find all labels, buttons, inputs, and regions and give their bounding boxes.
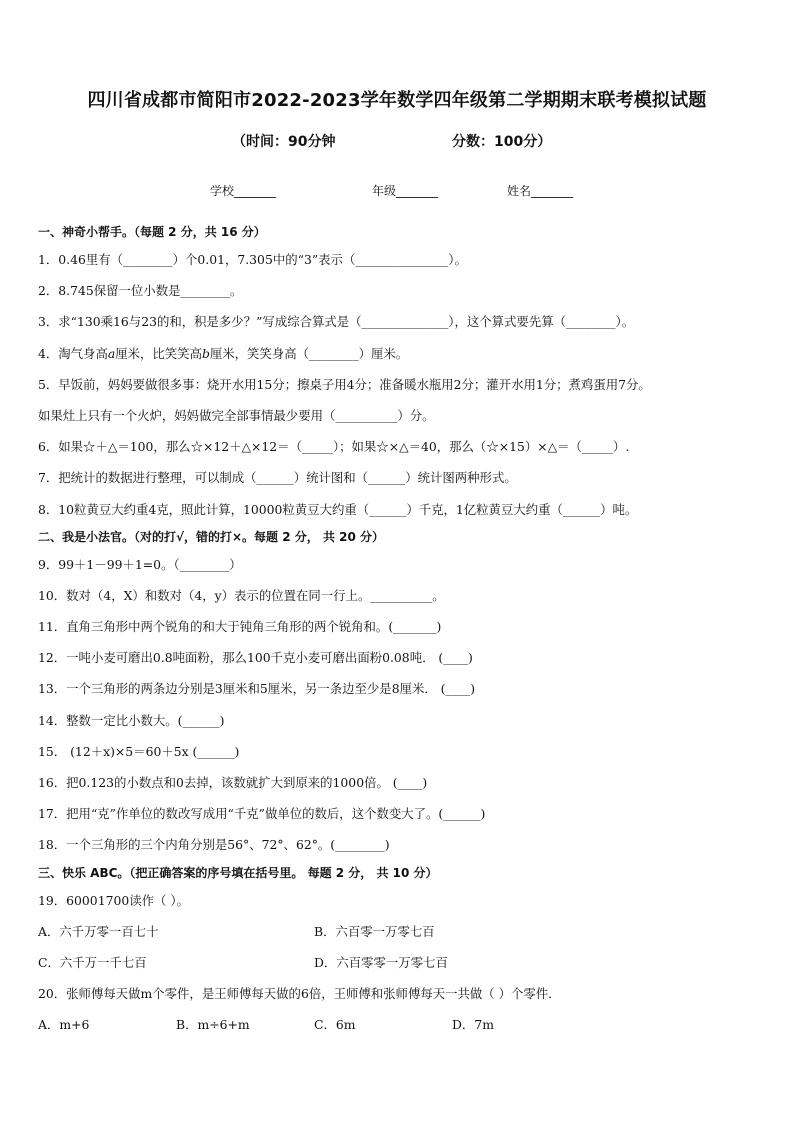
- question-1: 1．0.46里有（________）个0.01，7.305中的“3”表示（_______________）。: [38, 252, 467, 267]
- question-19-options-row2: [38, 947, 778, 978]
- question-19-options-row1: [38, 916, 778, 947]
- exam-time: （时间：90分钟: [232, 134, 336, 150]
- question-20: 20．张师傅每天做m个零件，是王师傅每天做的6倍，王师傅和张师傅每天一共做（ ）个零件．: [38, 986, 561, 1002]
- option-d: D．7m: [452, 1017, 494, 1033]
- section-heading: 一、神奇小帮手。（每题 2 分，共 16 分）: [38, 225, 266, 239]
- option-a: A．m+6: [38, 1017, 90, 1033]
- question-16: 16．把0.123的小数点和0去掉，该数就扩大到原来的1000倍。 (____): [38, 775, 428, 790]
- option-a: A．六千万零一百七十: [38, 923, 159, 939]
- section-heading: 三、快乐 ABC。（把正确答案的序号填在括号里。 每题 2 分， 共 10 分）: [38, 865, 438, 880]
- question-9: 9．99＋1－99＋1=0。（________）: [38, 556, 242, 572]
- question-10: 10．数对（4，X）和数对（4，y）表示的位置在同一行上。__________。: [38, 587, 445, 603]
- option-c: C．6m: [314, 1017, 356, 1033]
- option-c: C．六千万一千七百: [38, 954, 147, 970]
- grade-field: 年级_______: [372, 184, 439, 198]
- name-field: 姓名_______: [507, 184, 574, 198]
- question-11: 11．直角三角形中两个锐角的和大于钝角三角形的两个锐角和。(_______): [38, 619, 442, 635]
- exam-body: [38, 220, 778, 1041]
- question-14: 14．整数一定比小数大。(______): [38, 712, 225, 728]
- question-2: 2．8.745保留一位小数是________。: [38, 283, 243, 299]
- exam-score: 分数：100分）: [452, 134, 552, 150]
- question-12: 12．一吨小麦可磨出0.8吨面粉，那么100千克小麦可磨出面粉0.08吨． (____): [38, 650, 473, 666]
- school-field: 学校_______: [210, 184, 277, 198]
- question-5-cont: 如果灶上只有一个火炉，妈妈做完全部事情最少要用（__________）分。: [38, 407, 435, 423]
- question-18: 18．一个三角形的三个内角分别是56°、72°、62°。(________): [38, 837, 390, 853]
- option-b: B．六百零一万零七百: [314, 923, 435, 939]
- question-3: 3．求“130乘16与23的和，积是多少？”写成综合算式是（______________），这个算式要先算（________）。: [38, 314, 635, 330]
- question-7: 7．把统计的数据进行整理，可以制成（______）统计图和（______）统计图两种形式。: [38, 470, 517, 486]
- option-d: D．六百零零一万零七百: [314, 954, 448, 970]
- question-19: 19．60001700读作（ ）。: [38, 892, 189, 908]
- question-8: 8．10粒黄豆大约重4克，照此计算，10000粒黄豆大约重（______）千克，1亿粒黄豆大约重（______）吨。: [38, 501, 638, 517]
- question-5: 5．早饭前，妈妈要做很多事：烧开水用15分；擦桌子用4分；准备暖水瓶用2分；灌开水用1分；煮鸡蛋用7分。: [38, 376, 651, 392]
- question-6: 6．如果☆＋△＝100，那么☆×12＋△×12＝（_____）；如果☆×△＝40，那么（☆×15）×△＝（_____）.: [38, 439, 630, 455]
- exam-title: 四川省成都市简阳市2022-2023学年数学四年级第二学期期末联考模拟试题: [87, 90, 707, 111]
- question-15: 15． (12＋x)×5＝60＋5x (______): [38, 743, 240, 759]
- question-13: 13．一个三角形的两条边分别是3厘米和5厘米，另一条边至少是8厘米． (____): [38, 681, 476, 697]
- question-20-options: [38, 1009, 778, 1040]
- question-4: 4．淘气身高𝑎厘米，比笑笑高𝑏厘米，笑笑身高（________）厘米。: [38, 345, 409, 361]
- question-17: 17．把用“克”作单位的数改写成用“千克”做单位的数后，这个数变大了。(______): [38, 806, 486, 822]
- option-b: B．m÷6+m: [176, 1017, 250, 1033]
- section-heading: 二、我是小法官。（对的打√，错的打×。每题 2 分， 共 20 分）: [38, 529, 384, 544]
